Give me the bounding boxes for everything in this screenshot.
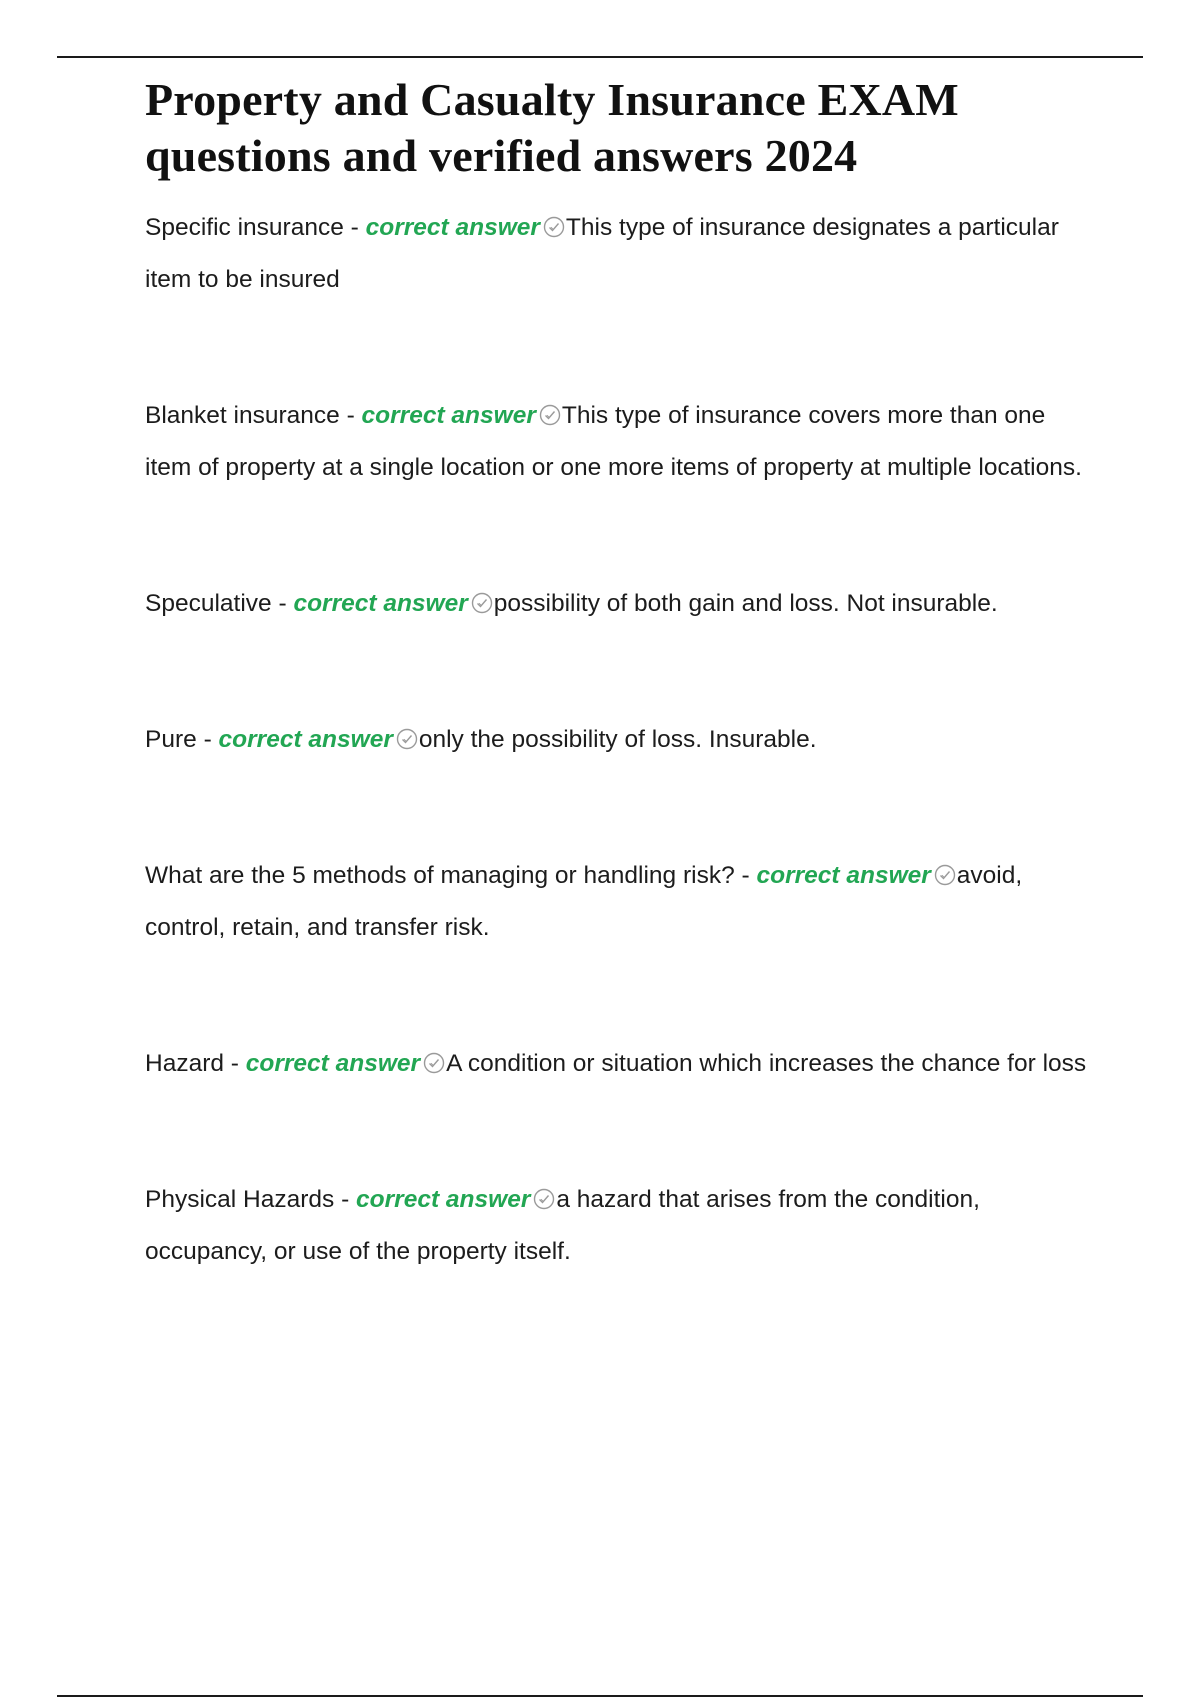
qa-item (145, 1038, 1095, 1090)
qa-separator: - (271, 590, 294, 617)
correct-answer-label: correct answer (293, 590, 468, 617)
qa-term: Pure (145, 726, 197, 753)
check-circle-icon (423, 1052, 445, 1074)
qa-item (145, 714, 1095, 766)
correct-answer-label: correct answer (361, 402, 536, 429)
qa-definition: possibility of both gain and loss. Not insurable. (493, 590, 998, 617)
correct-answer-label: correct answer (245, 1050, 421, 1077)
qa-definition: This type of insurance designates a particular item to be insured (145, 214, 1059, 293)
qa-term: Specific insurance (145, 214, 344, 241)
check-circle-icon (543, 216, 565, 238)
top-rule (57, 56, 1143, 58)
document-title: Property and Casualty Insurance EXAM questions and verified answers 2024 (145, 74, 959, 181)
qa-separator: - (734, 862, 757, 889)
check-circle-icon (533, 1188, 555, 1210)
bottom-rule (57, 1695, 1143, 1697)
qa-term: Hazard (145, 1050, 224, 1077)
check-circle-icon (539, 404, 561, 426)
qa-definition: This type of insurance covers more than one item of property at a single location or one more items of property at multiple locations. (145, 402, 1082, 481)
check-circle-icon (471, 592, 493, 614)
qa-separator: - (334, 1186, 357, 1213)
correct-answer-label: correct answer (365, 214, 540, 241)
correct-answer-label: correct answer (356, 1186, 531, 1213)
qa-definition: only the possibility of loss. Insurable. (418, 726, 817, 753)
qa-item (145, 202, 1095, 306)
check-circle-icon (934, 864, 956, 886)
qa-term: What are the 5 methods of managing or handling risk? (145, 862, 735, 889)
check-circle-icon (396, 728, 418, 750)
qa-item (145, 850, 1095, 954)
qa-definition: avoid, control, retain, and transfer risk. (145, 862, 1023, 941)
document-content (145, 72, 1095, 1278)
qa-item (145, 578, 1095, 630)
qa-separator: - (339, 402, 362, 429)
qa-item (145, 390, 1095, 494)
qa-separator: - (343, 214, 366, 241)
qa-separator: - (223, 1050, 246, 1077)
qa-separator: - (196, 726, 219, 753)
qa-term: Blanket insurance (145, 402, 340, 429)
qa-definition: A condition or situation which increases the chance for loss (446, 1050, 1087, 1077)
correct-answer-label: correct answer (756, 862, 931, 889)
correct-answer-label: correct answer (218, 726, 393, 753)
qa-term: Physical Hazards (145, 1186, 335, 1213)
qa-item (145, 1174, 1095, 1278)
qa-definition: a hazard that arises from the condition, occupancy, or use of the property itself. (145, 1186, 980, 1265)
qa-term: Speculative (145, 590, 272, 617)
